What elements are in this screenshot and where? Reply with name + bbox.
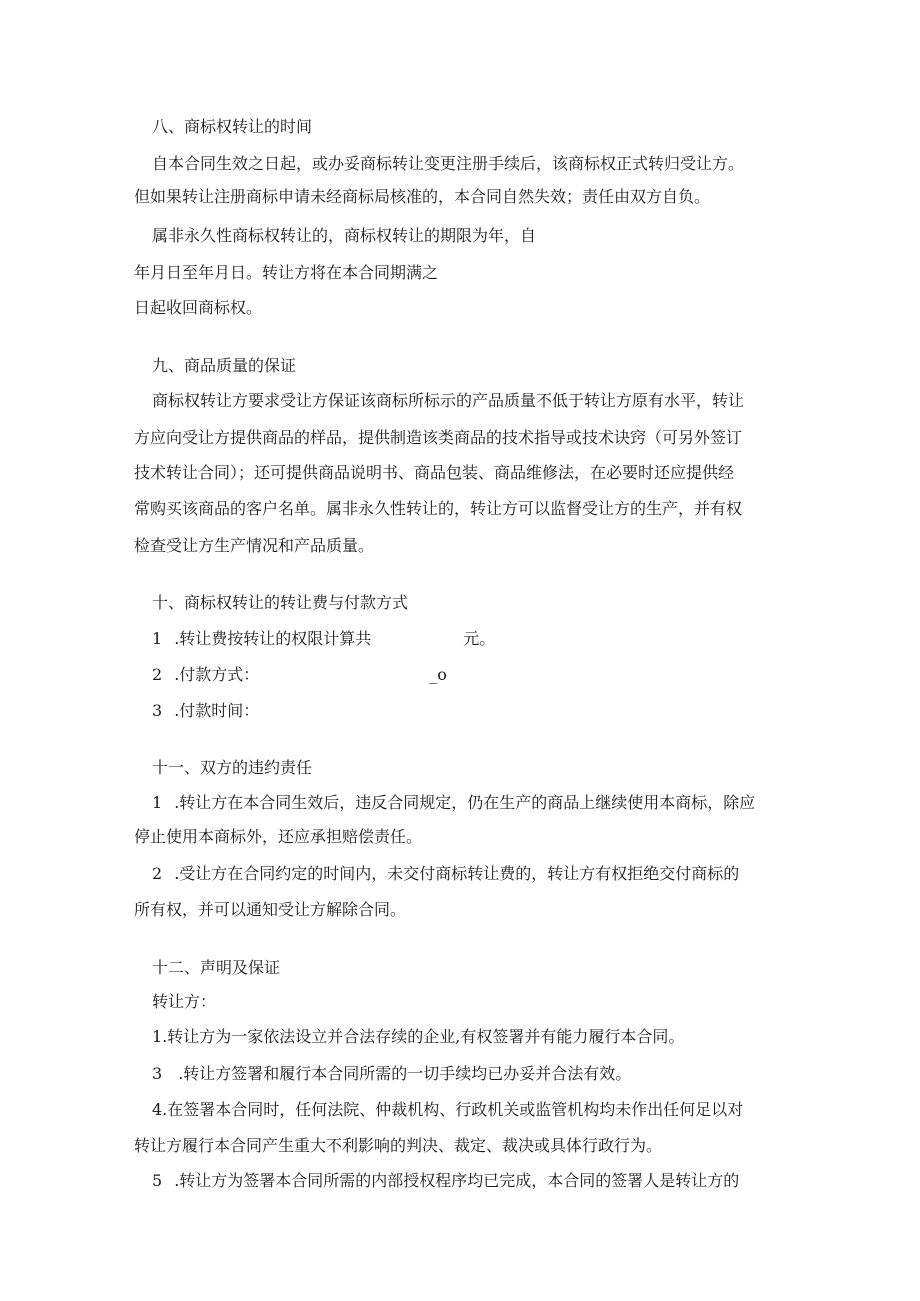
section-8-paragraph-1: 自本合同生效之日起，或办妥商标转让变更注册手续后，该商标权正式转归受让方。 [152, 154, 745, 173]
section-11-item-1-line-2: 停止使用本商标外，还应承担赔偿责任。 [134, 827, 423, 846]
item-text: .转让方为签署本合同所需的内部授权程序均已完成，本合同的签署人是转让方的 [174, 1171, 740, 1190]
item-tail: _o [429, 665, 447, 684]
section-9-line-3: 技术转让合同）；还可提供商品说明书、商品包装、商品维修法，在必要时还应提供经 [134, 463, 735, 482]
section-10-item-1 [152, 628, 495, 650]
item-text: .受让方在合同约定的时间内，未交付商标转让费的，转让方有权拒绝交付商标的 [174, 864, 740, 883]
section-10-item-2 [152, 664, 447, 686]
section-10-item-3 [152, 700, 259, 722]
section-11-item-2-line-2: 所有权，并可以通知受让方解除合同。 [134, 900, 407, 919]
section-12-item-1: 1.转让方为一家依法设立并合法存续的企业,有权签署并有能力履行本合同。 [152, 1027, 685, 1046]
item-text: .转让方签署和履行本合同所需的一切手续均已办妥并合法有效。 [178, 1064, 632, 1083]
section-8-paragraph-4: 年月日至年月日。转让方将在本合同期满之 [134, 263, 439, 282]
item-number: 2 [152, 864, 163, 883]
item-number: 5 [152, 1171, 163, 1190]
item-text: .转让费按转让的权限计算共 [174, 629, 372, 648]
section-9-line-2: 方应向受让方提供商品的样品，提供制造该类商品的技术指导或技术诀窍（可另外签订 [134, 428, 743, 447]
item-number: 1 [152, 793, 163, 812]
section-12-heading: 十二、声明及保证 [152, 958, 281, 977]
section-11-item-2-line-1 [152, 863, 739, 885]
item-number: 3 [152, 1064, 163, 1083]
section-9-heading: 九、商品质量的保证 [152, 356, 297, 375]
section-12-item-4-line-1: 4.在签署本合同时，任何法院、仲裁机构、行政机关或监管机构均未作出任何足以对 [152, 1100, 744, 1119]
section-9-line-1: 商标权转让方要求受让方保证该商标所标示的产品质量不低于转让方原有水平，转让 [152, 391, 745, 410]
item-text: .转让方在本合同生效后，违反合同规定，仍在生产的商品上继续使用本商标，除应 [174, 793, 756, 812]
section-10-heading: 十、商标权转让的转让费与付款方式 [152, 593, 409, 612]
section-12-item-5 [152, 1170, 739, 1192]
section-8-paragraph-5: 日起收回商标权。 [134, 298, 263, 317]
section-9-line-4: 常购买该商品的客户名单。属非永久性转让的，转让方可以监督受让方的生产，并有权 [134, 499, 743, 518]
section-12-party-label: 转让方： [152, 992, 217, 1011]
item-number: 2 [152, 665, 163, 684]
section-12-item-3 [152, 1063, 631, 1085]
item-number: 3 [152, 701, 163, 720]
section-9-line-5: 检查受让方生产情况和产品质量。 [134, 536, 375, 555]
section-11-item-1-line-1 [152, 792, 755, 814]
section-8-paragraph-2: 但如果转让注册商标申请未经商标局核准的，本合同自然失效；责任由双方自负。 [134, 187, 711, 206]
item-tail: 元。 [463, 629, 496, 648]
item-text: .付款方式： [174, 665, 260, 684]
section-8-paragraph-3: 属非永久性商标权转让的，商标权转让的期限为年，自 [152, 226, 537, 245]
section-11-heading: 十一、双方的违约责任 [152, 758, 313, 777]
section-8-heading: 八、商标权转让的时间 [152, 117, 313, 136]
section-12-item-4-line-2: 转让方履行本合同产生重大不利影响的判决、裁定、裁决或具体行政行为。 [134, 1136, 663, 1155]
item-number: 1 [152, 629, 163, 648]
item-text: .付款时间： [174, 701, 260, 720]
